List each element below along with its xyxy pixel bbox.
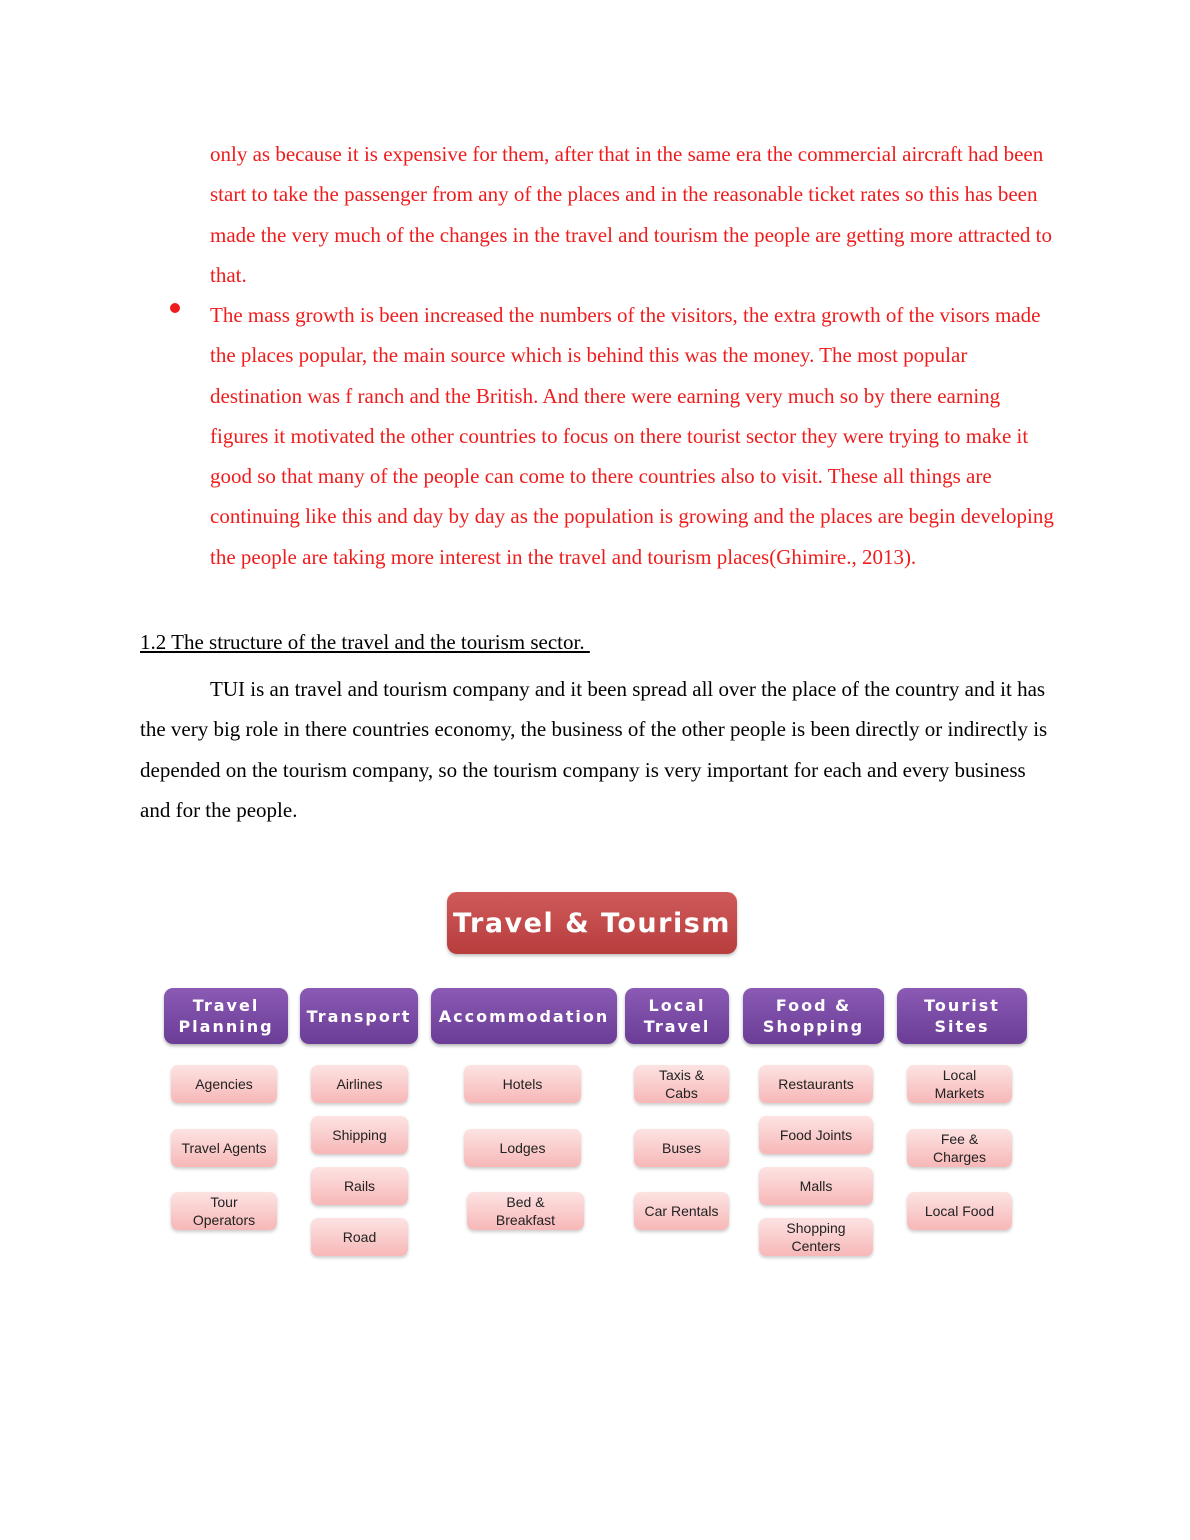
category-transport: Transport [300,988,418,1044]
category-travel-planning: Travel Planning [164,988,288,1044]
category-local-travel: Local Travel [625,988,729,1044]
diagram-root-node: Travel & Tourism [447,892,737,954]
category-accommodation: Accommodation [431,988,617,1044]
item-fee-charges: Fee & Charges [907,1129,1012,1167]
body-paragraph: TUI is an travel and tourism company and it been spread all over the place of the country and it has the very big role in there countries economy, the business of the other people is been directly or indirectly is depended on the tourism company, so the tourism company is very important for each and every business and for the people. [140,677,1048,822]
item-travel-agents: Travel Agents [171,1129,277,1167]
item-buses: Buses [634,1129,729,1167]
continued-paragraph: only as because it is expensive for them, after that in the same era the commercial aircraft had been start to take the passenger from any of the places and in the reasonable ticket rates so this has been made the very much of the changes in the travel and tourism the people are getting more attracted to that. [210,142,1053,287]
item-bed-breakfast: Bed & Breakfast [467,1192,584,1230]
category-food-shopping: Food & Shopping [743,988,884,1044]
travel-tourism-diagram [160,885,1035,1270]
item-shipping: Shipping [311,1116,408,1154]
item-hotels: Hotels [464,1065,581,1103]
item-lodges: Lodges [464,1129,581,1167]
item-food-joints: Food Joints [759,1116,873,1154]
item-car-rentals: Car Rentals [634,1192,729,1230]
item-airlines: Airlines [311,1065,408,1103]
bullet-paragraph: The mass growth is been increased the numbers of the visitors, the extra growth of the visors made the places popular, the main source which is behind this was the money. The most popular destination was f ranch and the British. And there were earning very much so by there earning figures it motivated the other countries to focus on there tourist sector they were trying to make it good so that many of the people can come to there countries also to visit. These all things are continuing like this and day by day as the population is growing and the places are begin developing the people are taking more interest in the travel and tourism places(Ghimire., 2013). [210,303,1054,569]
item-agencies: Agencies [171,1065,277,1103]
item-restaurants: Restaurants [759,1065,873,1103]
bullet-icon [170,303,180,313]
item-road: Road [311,1218,408,1256]
item-taxis-cabs: Taxis & Cabs [634,1065,729,1103]
item-local-markets: Local Markets [907,1065,1012,1103]
item-shopping-centers: Shopping Centers [759,1218,873,1256]
item-rails: Rails [311,1167,408,1205]
item-malls: Malls [759,1167,873,1205]
category-tourist-sites: Tourist Sites [897,988,1027,1044]
section-heading: 1.2 The structure of the travel and the tourism sector. [140,630,590,654]
item-local-food: Local Food [907,1192,1012,1230]
item-tour-operators: Tour Operators [171,1192,277,1230]
